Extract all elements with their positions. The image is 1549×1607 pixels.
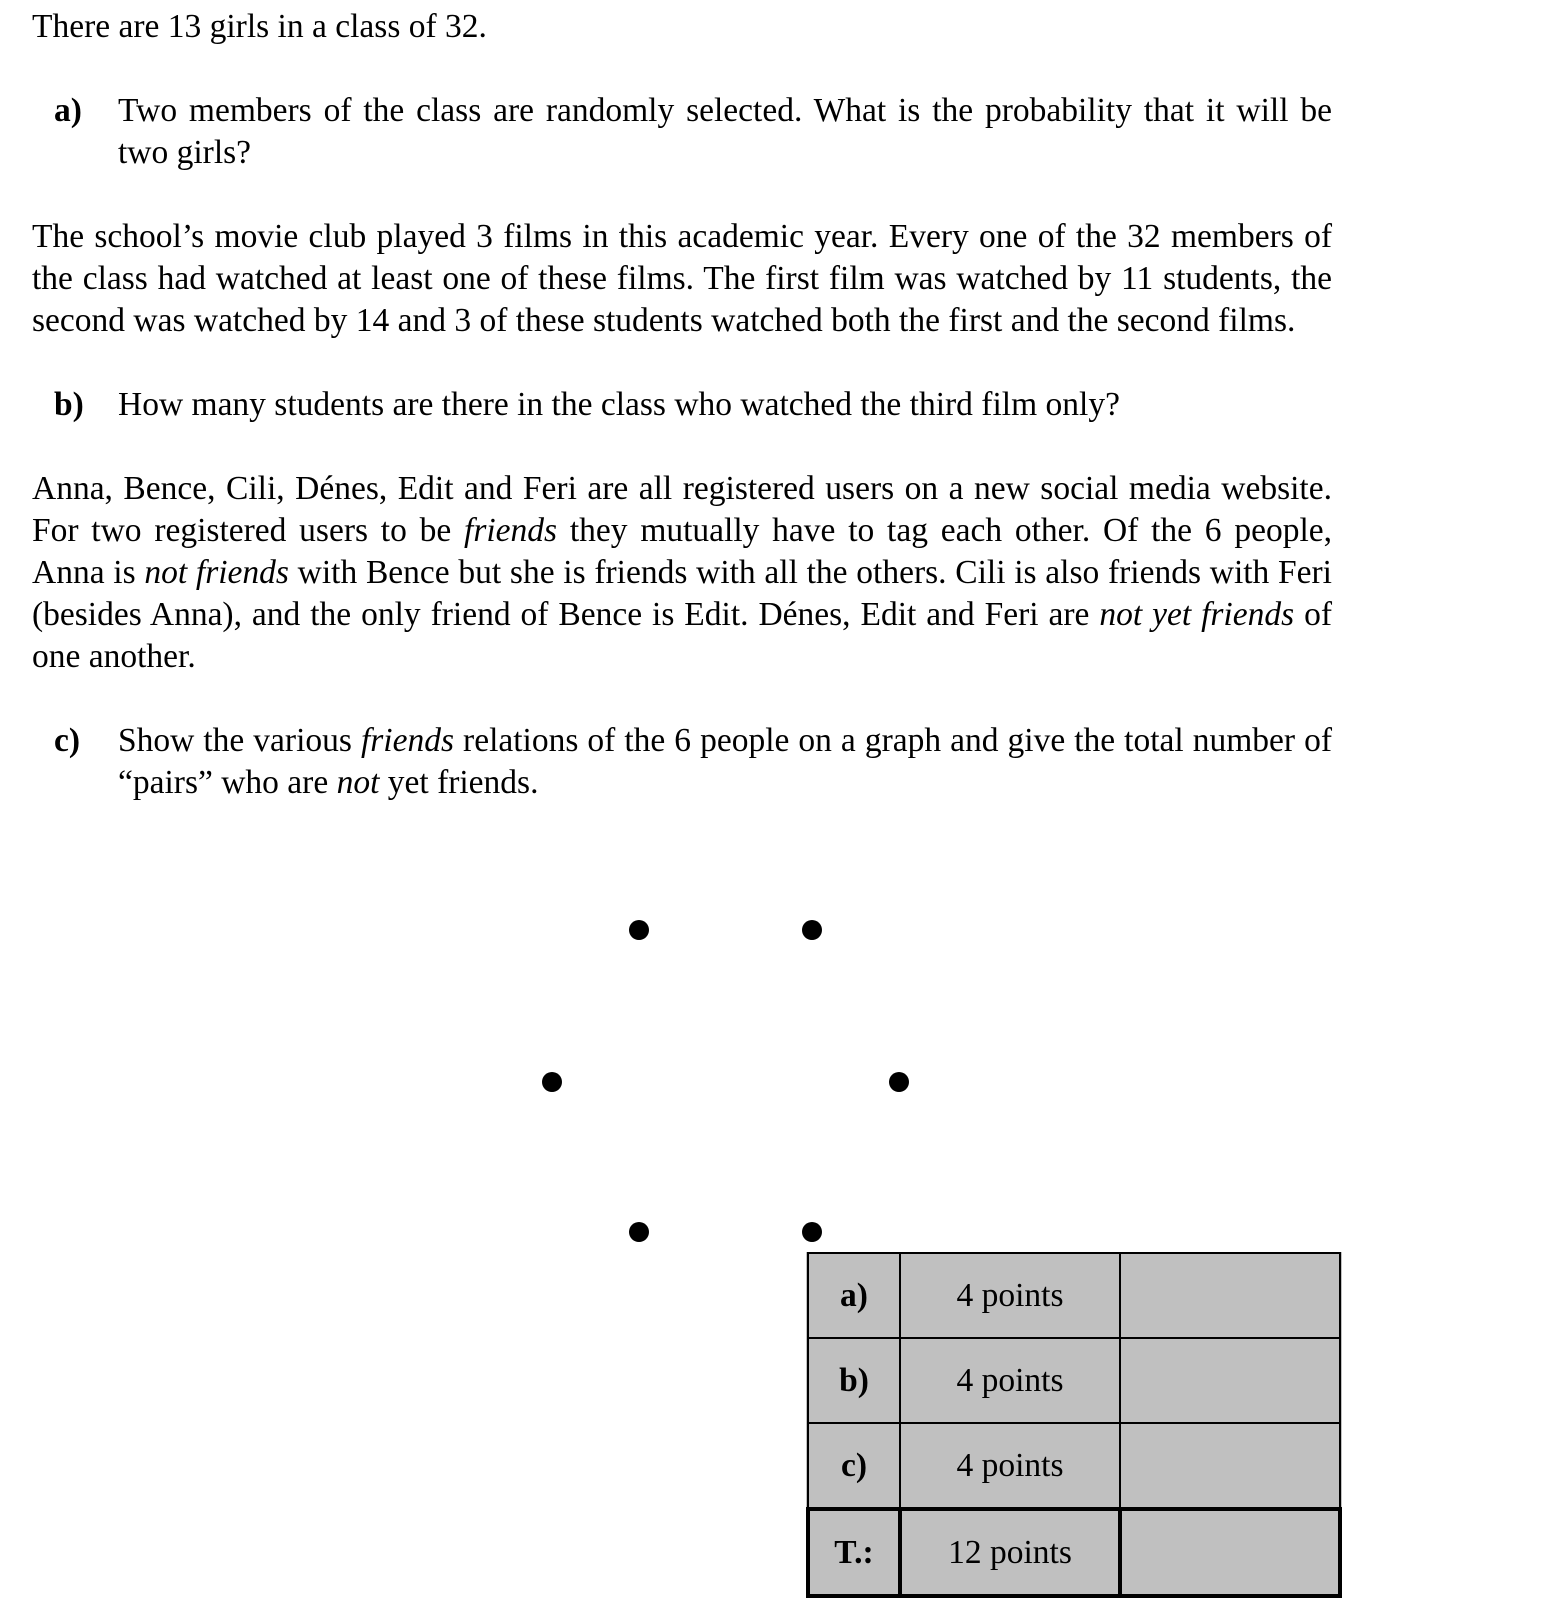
score-part-label: c) — [808, 1423, 900, 1509]
social-not-yet-friends-italic: not yet friends — [1099, 596, 1295, 633]
social-friends-italic: friends — [464, 512, 558, 549]
question-b — [32, 384, 1332, 426]
score-earned-cell[interactable] — [1120, 1509, 1340, 1596]
graph-vertex-dot — [802, 920, 822, 940]
question-c — [32, 720, 1332, 804]
graph-vertex-dot — [889, 1072, 909, 1092]
score-points: 12 points — [900, 1509, 1120, 1596]
social-text-3: with Bence but she is friends with all the others. Cili is also friends with Feri (besides Anna), and the only friend of Bence is Edit. Dénes, Edit and Feri are — [32, 554, 1332, 633]
social-paragraph — [32, 468, 1332, 678]
question-a — [32, 90, 1332, 174]
question-c-text-3: yet friends. — [379, 764, 539, 801]
question-a-label: a) — [54, 92, 82, 129]
question-c-friends-italic: friends — [360, 722, 455, 759]
question-c-not-italic: not — [336, 764, 380, 801]
score-part-label: T.: — [808, 1509, 900, 1596]
graph-vertex-dot — [802, 1222, 822, 1242]
films-paragraph: The school’s movie club played 3 films in this academic year. Every one of the 32 members of the class had watched at least one of these films. The first film was watched by 11 students, the second was watched by 14 and 3 of these students watched both the first and the second films. — [32, 218, 1332, 339]
score-earned-cell[interactable] — [1120, 1253, 1340, 1338]
social-text-2: they mutually have to tag each other. Of the 6 people, Anna is — [32, 512, 1333, 591]
social-text-1: Anna, Bence, Cili, Dénes, Edit and Feri are all registered users on a new social media website. For two registered users to be — [32, 470, 1332, 549]
question-b-label: b) — [54, 386, 84, 423]
score-part-label: b) — [808, 1338, 900, 1423]
score-points: 4 points — [900, 1338, 1120, 1423]
table-row-total — [808, 1509, 1340, 1596]
question-c-text-1: Show the various — [118, 722, 361, 759]
table-row — [808, 1253, 1340, 1338]
score-part-label: a) — [808, 1253, 900, 1338]
question-b-text: How many students are there in the class who watched the third film only? — [118, 386, 1120, 423]
social-not-friends-italic: not friends — [144, 554, 289, 591]
question-c-text-2: relations of the 6 people on a graph and give the total number of “pairs” who are — [118, 722, 1332, 801]
score-earned-cell[interactable] — [1120, 1423, 1340, 1509]
question-c-text — [118, 720, 1332, 804]
table-row — [808, 1338, 1340, 1423]
score-points: 4 points — [900, 1253, 1120, 1338]
table-row — [808, 1423, 1340, 1509]
intro-text: There are 13 girls in a class of 32. — [32, 8, 487, 45]
social-text-4: of one another. — [32, 596, 1332, 675]
graph-vertex-dot — [629, 920, 649, 940]
score-points: 4 points — [900, 1423, 1120, 1509]
score-earned-cell[interactable] — [1120, 1338, 1340, 1423]
graph-vertex-dot — [629, 1222, 649, 1242]
score-table — [806, 1252, 1342, 1598]
question-c-label: c) — [54, 722, 81, 759]
graph-vertex-dot — [542, 1072, 562, 1092]
problem-text — [32, 6, 1332, 846]
question-a-text: Two members of the class are randomly selected. What is the probability that it will be two girls? — [118, 92, 1332, 171]
